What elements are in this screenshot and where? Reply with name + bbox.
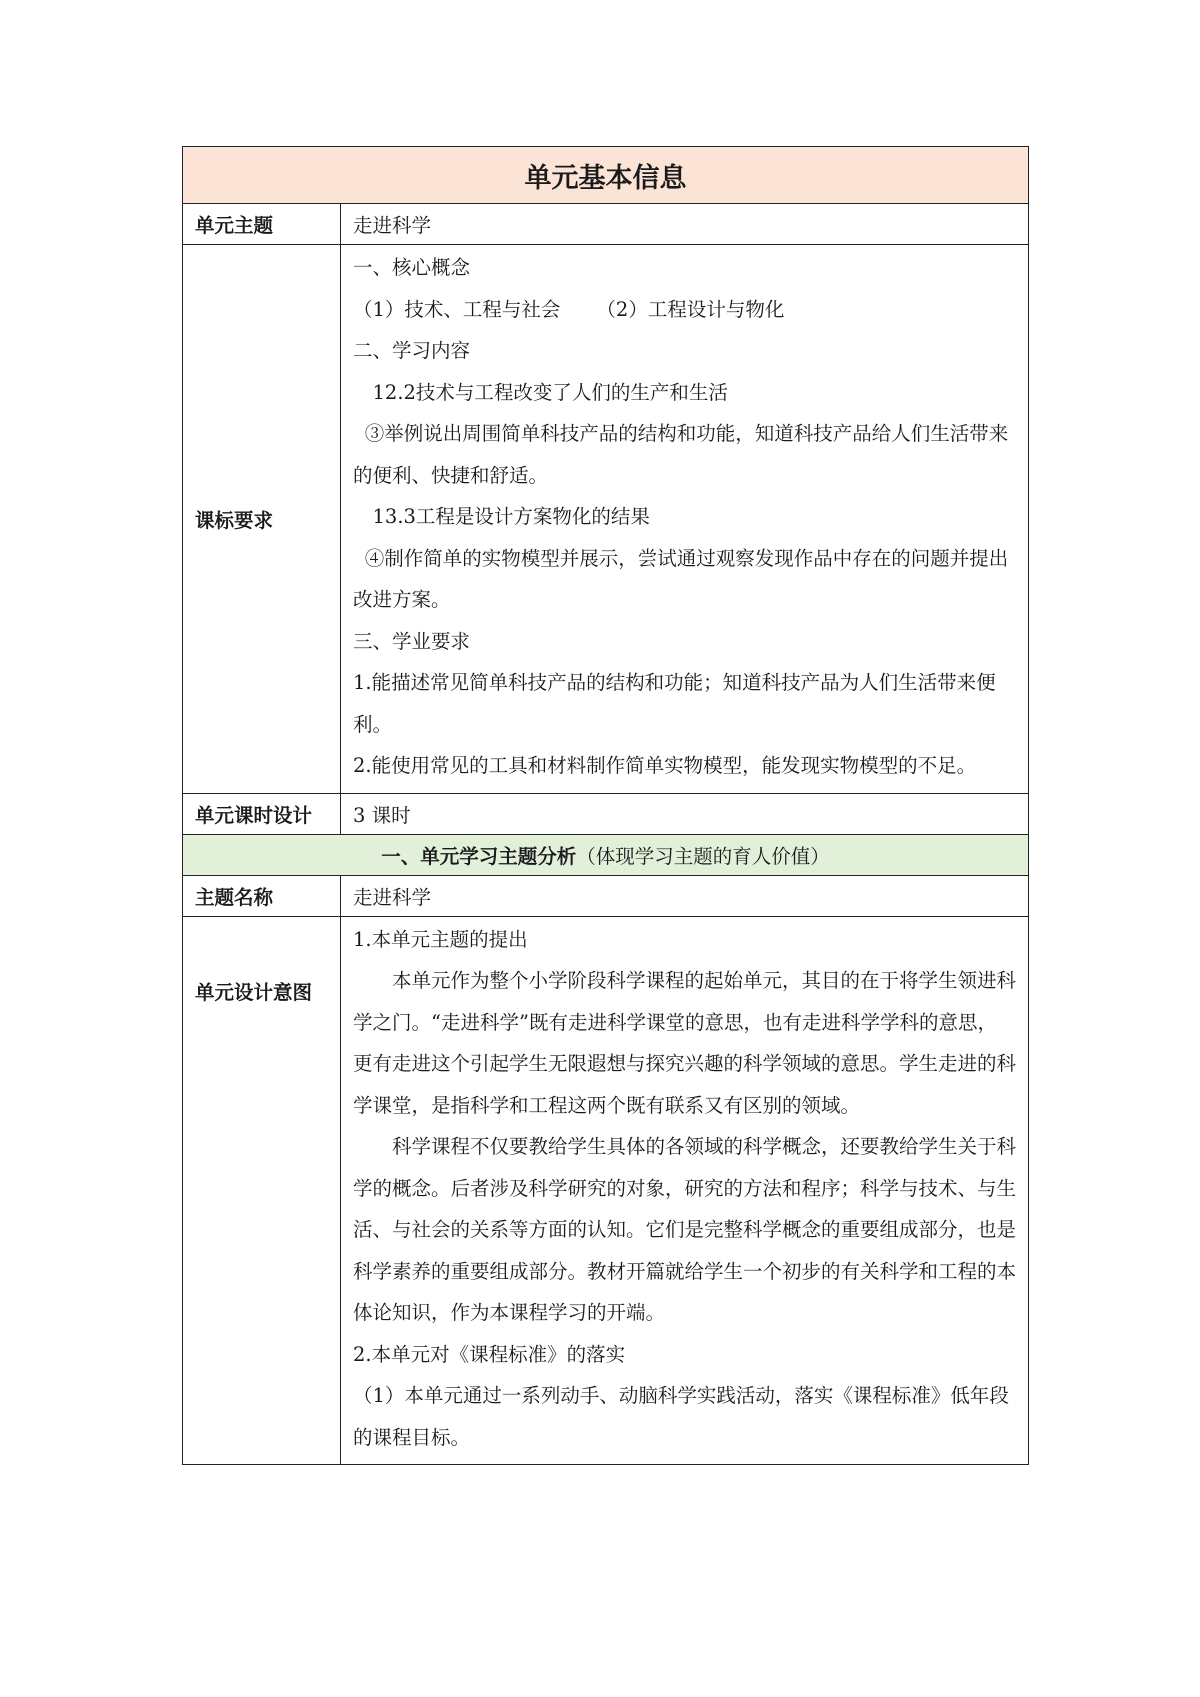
- unit-info-table: [182, 146, 1029, 1465]
- design-intent-label: 单元设计意图: [183, 916, 341, 1465]
- academic-req-heading: 三、学业要求: [353, 629, 471, 653]
- curriculum-label: 课标要求: [183, 245, 341, 794]
- table-title: 单元基本信息: [183, 147, 1029, 204]
- theme-name-value: 走进科学: [341, 875, 1029, 916]
- core-concept-item-1: （1）技术、工程与社会: [353, 297, 561, 321]
- title-row: [183, 147, 1029, 204]
- intent-paragraph-2: 科学课程不仅要教给学生具体的各领域的科学概念，还要教给学生关于科学的概念。后者涉及科学研究的对象，研究的方法和程序；科学与技术、与生活、与社会的关系等方面的认知。它们是完整科学概念的重要组成部分，也是科学素养的重要组成部分。教材开篇就给学生一个初步的有关科学和工程的本体论知识，作为本课程学习的开端。: [353, 1135, 1017, 1324]
- unit-theme-value: 走进科学: [341, 204, 1029, 245]
- section-header: [183, 834, 1029, 875]
- curriculum-row: [183, 245, 1029, 794]
- design-intent-content: [341, 916, 1029, 1465]
- theme-name-label: 主题名称: [183, 875, 341, 916]
- core-concept-item-2: （2）工程设计与物化: [596, 297, 785, 321]
- section-header-bold: 一、单元学习主题分析: [381, 844, 577, 868]
- intent-heading-2: 2.本单元对《课程标准》的落实: [353, 1342, 626, 1366]
- content-13-3: 13.3工程是设计方案物化的结果: [372, 505, 650, 528]
- content-12-2-detail: ③举例说出周围简单科技产品的结构和功能，知道科技产品给人们生活带来的便利、快捷和舒适。: [353, 422, 1009, 487]
- lesson-design-label: 单元课时设计: [183, 793, 341, 834]
- unit-theme-row: [183, 204, 1029, 245]
- intent-heading-1: 1.本单元主题的提出: [353, 927, 528, 951]
- core-concept-heading: 一、核心概念: [353, 256, 471, 279]
- academic-req-2: 2.能使用常见的工具和材料制作简单实物模型，能发现实物模型的不足。: [353, 754, 977, 777]
- section-header-note: （体现学习主题的育人价值）: [576, 844, 830, 868]
- intent-paragraph-3: （1）本单元通过一系列动手、动脑科学实践活动，落实《课程标准》低年段的课程目标。: [353, 1384, 1009, 1449]
- theme-name-row: [183, 875, 1029, 916]
- content-13-3-detail: ④制作简单的实物模型并展示，尝试通过观察发现作品中存在的问题并提出改进方案。: [353, 546, 1009, 611]
- section-header-row: [183, 834, 1029, 875]
- learning-content-heading: 二、学习内容: [353, 339, 471, 362]
- academic-req-1: 1.能描述常见简单科技产品的结构和功能；知道科技产品为人们生活带来便利。: [353, 671, 996, 736]
- lesson-design-row: [183, 793, 1029, 834]
- design-intent-row: [183, 916, 1029, 1465]
- curriculum-content: [341, 245, 1029, 794]
- lesson-design-value: 3 课时: [341, 793, 1029, 834]
- unit-theme-label: 单元主题: [183, 204, 341, 245]
- core-concept-items: [353, 289, 1016, 331]
- intent-paragraph-1: 本单元作为整个小学阶段科学课程的起始单元，其目的在于将学生领进科学之门。“走进科学”既有走进科学课堂的意思，也有走进科学学科的意思，更有走进这个引起学生无限遐想与探究兴趣的科学领域的意思。学生走进的科学课堂，是指科学和工程这两个既有联系又有区别的领域。: [353, 969, 1017, 1117]
- content-12-2: 12.2技术与工程改变了人们的生产和生活: [372, 380, 728, 404]
